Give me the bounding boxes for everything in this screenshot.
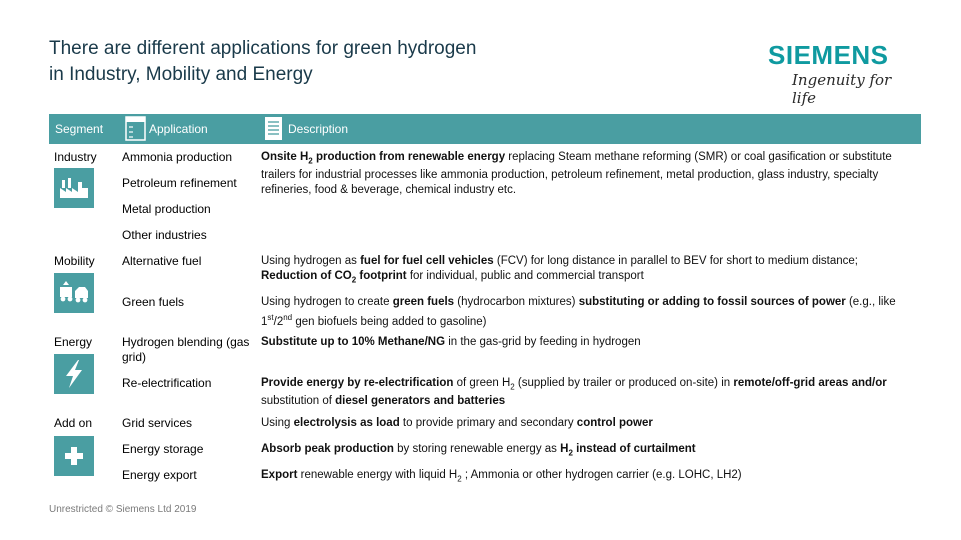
footer-copyright: Unrestricted © Siemens Ltd 2019 bbox=[49, 504, 197, 515]
desc-alternative-fuel: Using hydrogen as fuel for fuel cell vehicles (FCV) for long distance in parallel to BEV for short to medium distance; Reduction of $CO_2$ footprint for individual, public and commercial transport bbox=[261, 255, 858, 285]
app-grid-services: Grid services bbox=[122, 416, 193, 430]
logo-tagline: Ingenuity for life bbox=[792, 71, 892, 107]
lightning-icon bbox=[54, 354, 94, 394]
vehicles-icon bbox=[54, 273, 94, 313]
desc-industry: Onsite $H_2$ production from renewable energy replacing Steam methane reforming (SMR) or coal gasification or substitute trailers for industrial processes like ammonia production, petroleum refinement, metal production, glass industry, specialty refineries, food & beverage, chemical industry etc. bbox=[261, 151, 892, 197]
segment-add-on: Add on bbox=[54, 416, 93, 430]
segment-mobility: Mobility bbox=[54, 254, 95, 268]
app-energy-export: Energy export bbox=[122, 468, 197, 482]
title-line-2: in Industry, Mobility and Energy bbox=[49, 64, 313, 85]
desc-re-electrification: Provide energy by re-electrification of green $H_2$ (supplied by trailer or produced on-site) in remote/off-grid areas and/or substitution of diesel generators and batteries bbox=[261, 377, 887, 408]
siemens-logo bbox=[768, 40, 918, 107]
header-application: Application bbox=[149, 122, 208, 136]
desc-grid-services: Using electrolysis as load to provide primary and secondary control power bbox=[261, 417, 653, 429]
header-description: Description bbox=[288, 122, 349, 136]
page-title bbox=[49, 36, 669, 88]
desc-energy-storage: Absorb peak production by storing renewable energy as $H_2$ instead of curtailment bbox=[261, 443, 696, 458]
description-icon bbox=[263, 116, 284, 141]
factory-icon bbox=[54, 168, 94, 208]
app-ammonia-production: Ammonia production bbox=[122, 150, 233, 164]
application-icon bbox=[125, 116, 146, 141]
segment-industry: Industry bbox=[54, 150, 97, 164]
desc-green-fuels: Using hydrogen to create green fuels (hydrocarbon mixtures) substituting or adding to fossil sources of power (e.g., like 1st/2nd gen biofuels being added to gasoline) bbox=[261, 296, 896, 328]
app-hydrogen-blending: Hydrogen blending (gas grid) bbox=[122, 335, 250, 364]
plus-icon bbox=[54, 436, 94, 476]
app-other-industries: Other industries bbox=[122, 228, 207, 242]
title-line-1: There are different applications for green hydrogen bbox=[49, 38, 477, 59]
segment-energy: Energy bbox=[54, 335, 93, 349]
header-segment: Segment bbox=[55, 122, 104, 136]
app-petroleum-refinement: Petroleum refinement bbox=[122, 176, 237, 190]
app-alternative-fuel: Alternative fuel bbox=[122, 254, 202, 268]
app-metal-production: Metal production bbox=[122, 202, 211, 216]
app-energy-storage: Energy storage bbox=[122, 442, 204, 456]
desc-energy-export: Export renewable energy with liquid $H_2$ ; Ammonia or other hydrogen carrier (e.g. LOHC, LH2) bbox=[261, 469, 742, 484]
table-header bbox=[49, 114, 921, 144]
desc-hydrogen-blending: Substitute up to 10% Methane/NG in the gas-grid by feeding in hydrogen bbox=[261, 336, 641, 348]
logo-wordmark: SIEMENS bbox=[768, 40, 889, 70]
app-re-electrification: Re-electrification bbox=[122, 376, 212, 390]
app-green-fuels: Green fuels bbox=[122, 295, 185, 309]
